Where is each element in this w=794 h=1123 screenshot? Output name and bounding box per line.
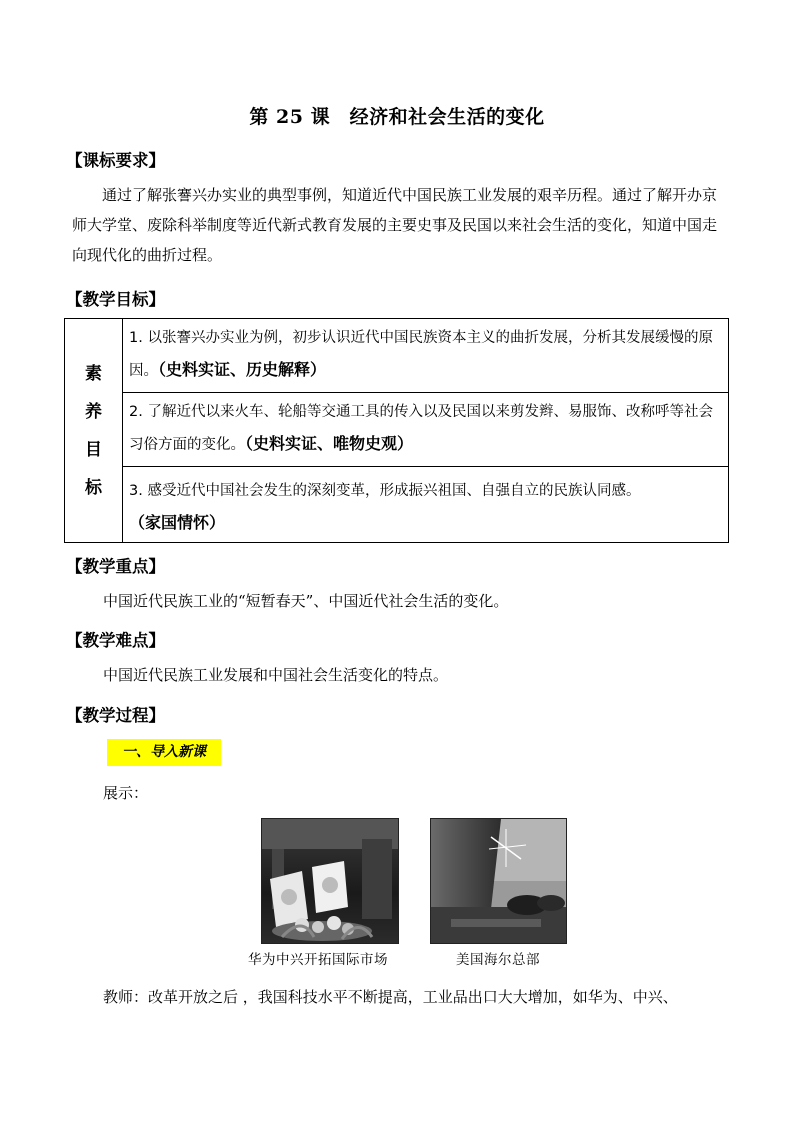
photo-caption: 华为中兴开拓国际市场 bbox=[248, 952, 388, 968]
core-literacy: （史料实证、历史解释） bbox=[158, 360, 327, 379]
photo-caption: 美国海尔总部 bbox=[456, 952, 540, 968]
core-literacy: （家国情怀） bbox=[129, 513, 226, 532]
difficulties-heading: 【教学难点】 bbox=[66, 631, 165, 650]
objectives-table bbox=[64, 318, 729, 543]
objective-text: 2. 了解近代以来火车、轮船等交通工具的传入以及民国以来剪发辫、易服饰、改称呼等社会习俗方面的变化。 bbox=[129, 404, 713, 453]
objective-text: 3. 感受近代中国社会发生的深刻变革，形成振兴祖国、自强自立的民族认同感。 bbox=[129, 483, 641, 499]
side-char: 目 bbox=[85, 439, 102, 460]
side-char: 标 bbox=[85, 477, 102, 498]
haier-hq-photo bbox=[430, 818, 567, 944]
curriculum-text: 通过了解张謇兴办实业的典型事例，知道近代中国民族工业发展的艰辛历程。通过了解开办京师大学堂、废除科举制度等近代新式教育发展的主要史事及民国以来社会生活的变化，知道中国走向现代化的曲折过程。 bbox=[72, 186, 718, 264]
teacher-text: 教师：改革开放之后 ，我国科技水平不断提高，工业品出口大大增加，如华为、中兴、 bbox=[103, 988, 678, 1006]
side-char: 养 bbox=[85, 401, 102, 422]
objective-item bbox=[123, 467, 729, 543]
curriculum-heading: 【课标要求】 bbox=[66, 151, 165, 170]
process-heading: 【教学过程】 bbox=[66, 706, 165, 725]
display-label: 展示： bbox=[103, 784, 149, 802]
side-char: 素 bbox=[85, 363, 102, 384]
objectives-heading: 【教学目标】 bbox=[66, 290, 165, 309]
objective-text: 1. 以张謇兴办实业为例，初步认识近代中国民族资本主义的曲折发展，分析其发展缓慢的原因。 bbox=[129, 330, 713, 379]
difficulties-text: 中国近代民族工业发展和中国社会生活变化的特点。 bbox=[103, 666, 449, 684]
huawei-zte-photo bbox=[261, 818, 399, 944]
section-label: 一、导入新课 bbox=[107, 739, 221, 766]
key-points-heading: 【教学重点】 bbox=[66, 557, 165, 576]
page-title: 第 25 课 经济和社会生活的变化 bbox=[249, 106, 545, 128]
objective-item bbox=[123, 393, 729, 467]
objective-item bbox=[123, 319, 729, 393]
objectives-side-label bbox=[65, 319, 123, 543]
key-points-text: 中国近代民族工业的“短暂春天”、中国近代社会生活的变化。 bbox=[103, 592, 509, 610]
core-literacy: （史料实证、唯物史观） bbox=[245, 434, 414, 453]
